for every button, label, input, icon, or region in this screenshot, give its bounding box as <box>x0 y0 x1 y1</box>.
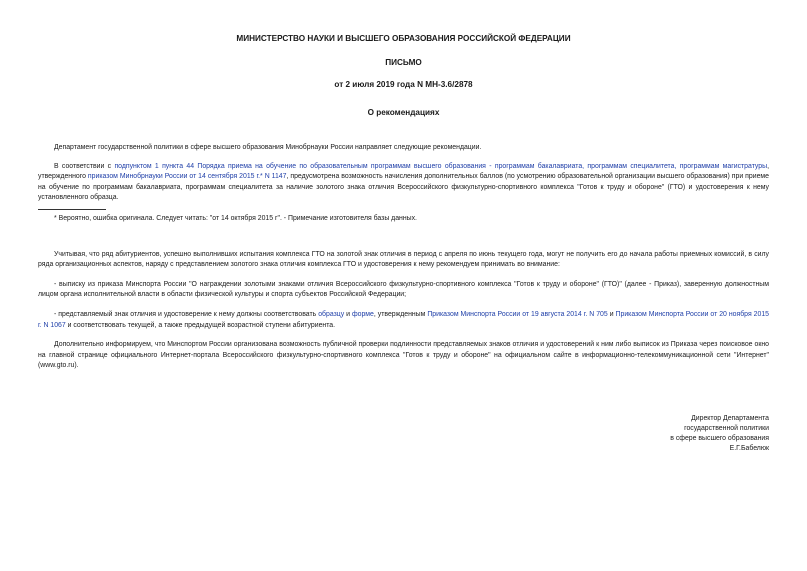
paragraph-5: Дополнительно информируем, что Минспортом России организована возможность публичной проверки подлинности представляемых знаков отличия и удостоверений к ним либо выписок из Приказа через поисковое окно на главной странице официального Интернет-портала Всероссийского физкультурно-спортивного комплекса "Готов к труду и обороне" на официальном сайте в информационно-телекоммуникационной сети "Интернет" (www.gto.ru). <box>38 341 769 370</box>
link-admission-procedure[interactable]: подпунктом 1 пункта 44 Порядка приема на обучение по образовательным программам высшего образования - программам бакалавриата, программам специалитета, программам магистратуры <box>114 162 768 170</box>
paragraph-4-text-e: и соответствовать текущей, а также предыдущей возрастной ступени абитуриента. <box>65 321 336 329</box>
signature-block <box>670 414 769 454</box>
signatory-name: Е.Г.Бабелюк <box>729 444 769 452</box>
footnote-separator <box>38 209 106 210</box>
link-order-1147[interactable]: приказом Минобрнауки России от 14 сентября 2015 г.* N 1147 <box>87 173 287 181</box>
document-page <box>38 34 769 372</box>
paragraph-4-text-c: , утвержденным <box>373 310 428 318</box>
footnote: * Вероятно, ошибка оригинала. Следует читать: "от 14 октября 2015 г". - Примечание изготовителя базы данных. <box>54 214 417 222</box>
paragraph-4-text-a: - представляемый знак отличия и удостоверение к нему должны соответствовать <box>54 310 319 318</box>
document-date-number: от 2 июля 2019 года N МН-3.6/2878 <box>334 80 473 89</box>
link-sample[interactable]: образцу <box>318 310 345 318</box>
ministry-heading: МИНИСТЕРСТВО НАУКИ И ВЫСШЕГО ОБРАЗОВАНИЯ РОССИЙСКОЙ ФЕДЕРАЦИИ <box>236 34 571 43</box>
paragraph-2: Учитывая, что ряд абитуриентов, успешно выполнивших испытания комплекса ГТО на золотой знак отличия в период с апреля по июнь текущего года, могут не получить его до начала работы приемных комиссий, в силу ряда организационных аспектов, наряду с представлением золотого знака отличия комплекса ГТО и удостоверения к нему рекомендуем принимать во внимание: <box>38 250 769 269</box>
link-form[interactable]: форме <box>351 310 374 318</box>
intro-paragraph: Департамент государственной политики в сфере высшего образования Минобрнауки России направляет следующие рекомендации. <box>54 144 482 151</box>
paragraph-1 <box>38 162 769 204</box>
paragraph-4-text-d: и <box>607 310 616 318</box>
document-subject: О рекомендациях <box>367 108 440 117</box>
paragraph-1-text-a: В соответствии с <box>54 162 115 170</box>
document-type: ПИСЬМО <box>385 58 422 67</box>
signature-position-line-3: в сфере высшего образования <box>670 434 769 442</box>
signature-position-line-1: Директор Департамента <box>691 415 769 422</box>
paragraph-4-text-b: и <box>344 310 352 318</box>
paragraph-1-text-b: , утвержденного <box>38 162 769 181</box>
link-order-1067[interactable]: Приказом Минспорта России от 20 ноября 2015 г. N 1067 <box>38 310 769 329</box>
link-order-705[interactable]: Приказом Минспорта России от 19 августа 2014 г. N 705 <box>427 310 608 318</box>
paragraph-3: - выписку из приказа Минспорта России "О награждении золотыми знаками отличия Всероссийского физкультурно-спортивного комплекса "Готов к труду и обороне" (ГТО)" (далее - Приказ), заверенную должностным лицом органа исполнительной власти в области физической культуры и спорта субъектов Российской Федерации; <box>38 280 769 299</box>
signature-position-line-2: государственной политики <box>684 424 769 432</box>
paragraph-1-text-c: , предусмотрена возможность начисления дополнительных баллов (по усмотрению образовательной организации высшего образования) при приеме на обучение по программам бакалавриата, программам специалитета за наличие золотого знака отличия Всероссийского физкультурно-спортивного комплекса "Готов к труду и обороне" (ГТО) и удостоверения к нему установленного образца. <box>38 173 769 202</box>
paragraph-4 <box>38 310 769 331</box>
